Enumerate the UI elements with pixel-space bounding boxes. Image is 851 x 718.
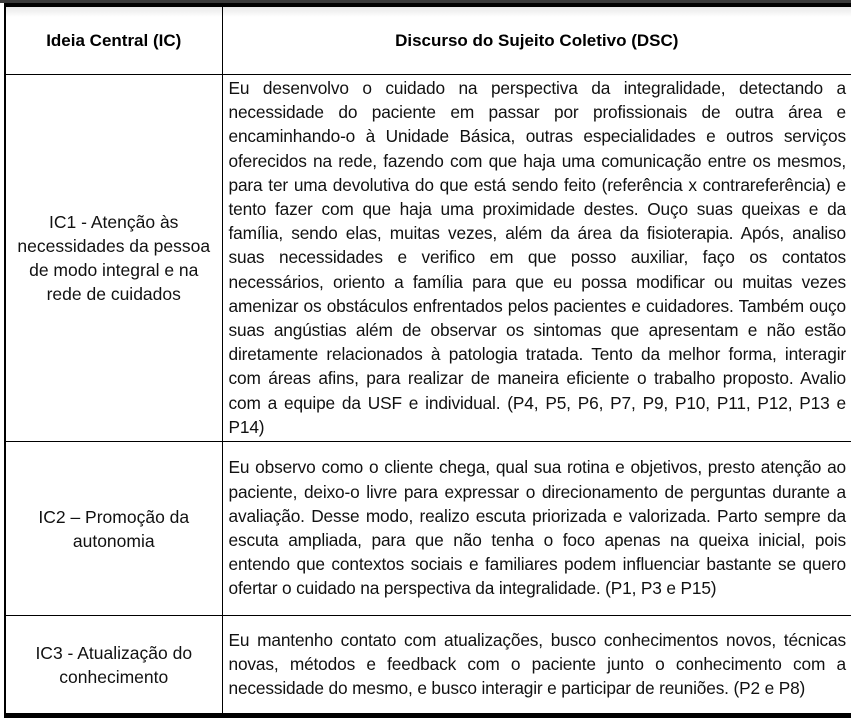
header-ideia-central: Ideia Central (IC) — [5, 5, 222, 75]
ic-cell: IC3 - Atualização do conhecimento — [5, 616, 222, 716]
dsc-cell: Eu observo como o cliente chega, qual sua rotina e objetivos, presto atenção ao paciente, deixo-o livre para expressar o direcionamento de perguntas durante a avaliação. Desse modo, realizo escuta priorizada e valorizada. Parto sempre da escuta ampliada, para que não tenha o foco apenas na queixa inicial, pois entendo que contextos sociais e familiares podem influenciar bastante se quero ofertar o cuidado na perspectiva da integralidade. (P1, P3 e P15) — [222, 442, 851, 616]
ic-dsc-table — [4, 3, 851, 718]
dsc-cell: Eu desenvolvo o cuidado na perspectiva da integralidade, detectando a necessidade do paciente em passar por profissionais de outra área e encaminhando-o à Unidade Básica, outras especialidades e outros serviços oferecidos na rede, fazendo com que haja uma comunicação entre os mesmos, para ter uma devolutiva do que está sendo feito (referência x contrareferência) e tento fazer com que haja uma proximidade destes. Ouço suas queixas e da família, sendo elas, muitas vezes, além da área da fisioterapia. Após, analiso suas necessidades e verifico em que posso auxiliar, faço os contatos necessários, oriento a família para que eu possa modificar ou muitas vezes amenizar os obstáculos enfrentados pelos pacientes e cuidadores. Também ouço suas angústias além de observar os sintomas que apresentam e não estão diretamente relacionados à patologia tratada. Tento da melhor forma, interagir com áreas afins, para realizar de maneira eficiente o trabalho proposto. Avalio com a equipe da USF e individual. (P4, P5, P6, P7, P9, P10, P11, P12, P13 e P14) — [222, 75, 851, 442]
table-row — [5, 75, 851, 442]
ic-cell: IC2 – Promoção da autonomia — [5, 442, 222, 616]
table-row — [5, 616, 851, 716]
ic-cell: IC1 - Atenção às necessidades da pessoa de modo integral e na rede de cuidados — [5, 75, 222, 442]
table-header-row — [5, 5, 851, 75]
dsc-cell: Eu mantenho contato com atualizações, busco conhecimentos novos, técnicas novas, métodos e feedback com o paciente junto o conhecimento com a necessidade do mesmo, e busco interagir e participar de reuniões. (P2 e P8) — [222, 616, 851, 716]
header-discurso-sujeito-coletivo: Discurso do Sujeito Coletivo (DSC) — [222, 5, 851, 75]
table-row — [5, 442, 851, 616]
